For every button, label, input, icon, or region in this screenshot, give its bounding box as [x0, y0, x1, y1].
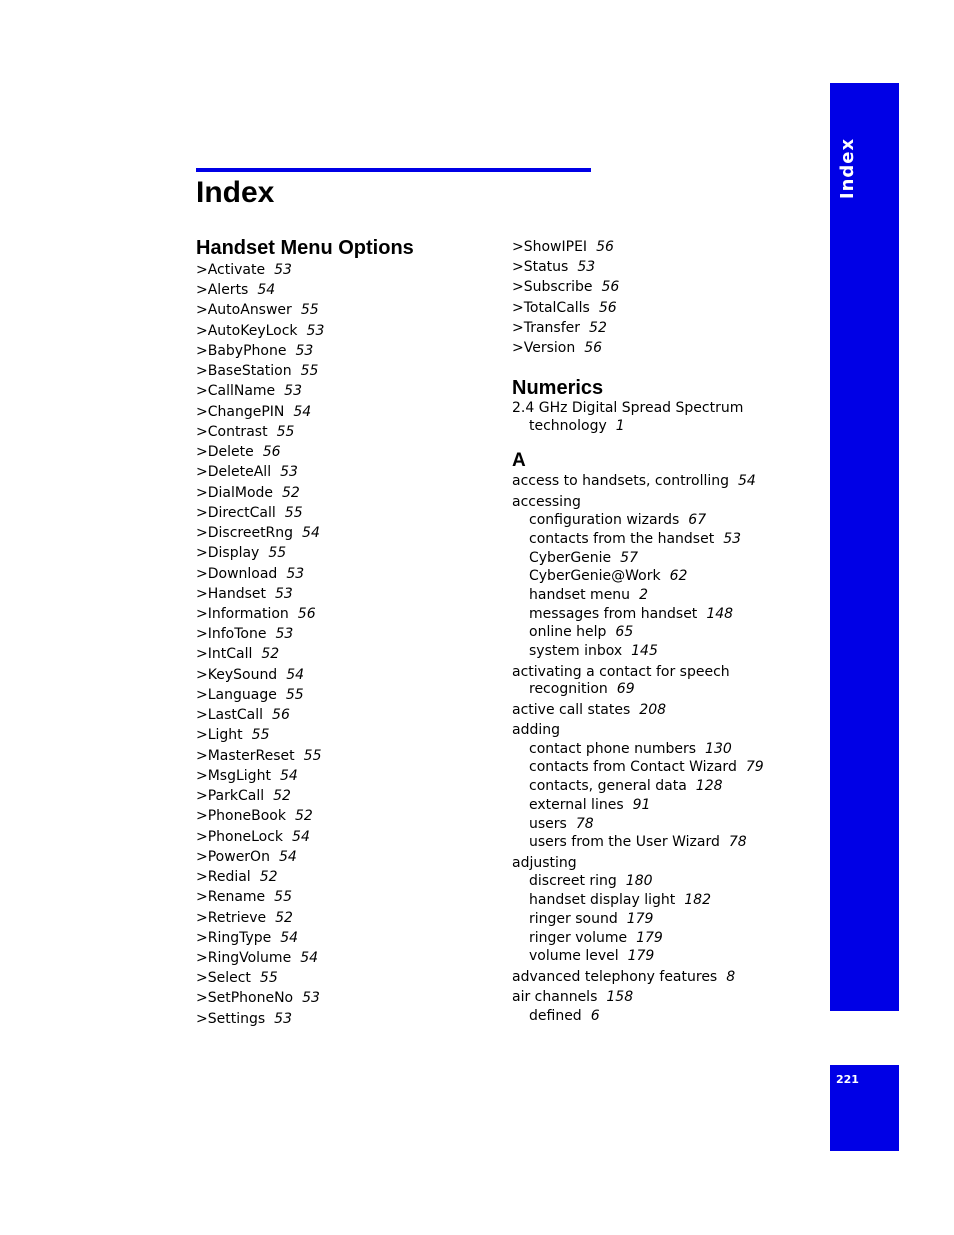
menu-option-item: >Download 53: [196, 565, 305, 582]
menu-option-item: >CallName 53: [196, 383, 302, 400]
menu-option-item: >Rename 55: [196, 889, 292, 906]
index-subentry: users 78: [529, 815, 594, 832]
adjusting-subentries: [512, 872, 812, 966]
menu-option-item: >PhoneLock 54: [196, 828, 310, 845]
menu-option-item: >DialMode 52: [196, 484, 300, 501]
menu-option-item: >DiscreetRng 54: [196, 525, 320, 542]
index-subentry: system inbox 145: [529, 643, 658, 660]
menu-option-item: >DeleteAll 53: [196, 464, 298, 481]
menu-option-item: >InfoTone 53: [196, 626, 294, 643]
index-subentry: contacts from the handset 53: [529, 530, 742, 547]
accessing-subentries: [512, 511, 812, 661]
index-subentry: handset display light 182: [529, 892, 711, 909]
menu-option-item: >Delete 56: [196, 444, 281, 461]
menu-option-item: >Language 55: [196, 686, 304, 703]
menu-option-item: >MsgLight 54: [196, 767, 298, 784]
menu-option-item: >IntCall 52: [196, 646, 280, 663]
menu-option-item: >Information 56: [196, 605, 316, 622]
menu-option-item: >PhoneBook 52: [196, 808, 313, 825]
index-entry-active-call-states: active call states 208: [512, 701, 667, 718]
menu-option-item: >BaseStation 55: [196, 363, 319, 380]
menu-option-item: >Version 56: [512, 339, 603, 356]
menu-option-item: >TotalCalls 56: [512, 299, 617, 316]
index-subentry: configuration wizards 67: [529, 512, 707, 529]
menu-option-item: >Contrast 55: [196, 423, 295, 440]
menu-option-item: >DirectCall 55: [196, 504, 303, 521]
index-subentry: external lines 91: [529, 796, 651, 813]
index-subentry: CyberGenie@Work 62: [529, 568, 688, 585]
side-tab: [830, 83, 899, 1011]
index-subentry: defined 6: [529, 1007, 600, 1024]
menu-option-item: >ChangePIN 54: [196, 403, 312, 420]
index-entry-adjusting: adjusting: [512, 854, 577, 871]
adding-subentries: [512, 740, 812, 852]
index-subentry: handset menu 2: [529, 586, 648, 603]
menu-option-item: >Select 55: [196, 970, 278, 987]
index-entry-accessing: accessing: [512, 493, 581, 510]
page-title: Index: [196, 176, 275, 209]
index-subentry: contacts from Contact Wizard 79: [529, 759, 764, 776]
menu-option-item: >RingType 54: [196, 929, 299, 946]
menu-option-item: >Settings 53: [196, 1010, 292, 1027]
air-channels-subentries: [512, 1007, 812, 1026]
menu-option-item: >LastCall 56: [196, 707, 290, 724]
index-subentry: ringer sound 179: [529, 910, 654, 927]
index-entry-activating: activating a contact for speech recognition 69: [512, 663, 730, 698]
menu-option-item: >Retrieve 52: [196, 909, 293, 926]
index-entry-air-channels: air channels 158: [512, 989, 634, 1006]
menu-option-item: >AutoKeyLock 53: [196, 322, 325, 339]
index-subentry: users from the User Wizard 78: [529, 834, 747, 851]
menu-option-item: >KeySound 54: [196, 666, 305, 683]
index-entry-adding: adding: [512, 722, 561, 739]
index-subentry: contact phone numbers 130: [529, 740, 732, 757]
left-column: [196, 236, 496, 1029]
right-column: [512, 237, 812, 1026]
menu-option-item: >Handset 53: [196, 585, 293, 602]
index-entry-advanced: advanced telephony features 8: [512, 968, 736, 985]
menu-option-item: >Activate 53: [196, 262, 292, 278]
index-subentry: online help 65: [529, 624, 634, 641]
menu-option-item: >Transfer 52: [512, 319, 607, 336]
index-subentry: contacts, general data 128: [529, 778, 723, 795]
handset-menu-list: [196, 260, 496, 1029]
menu-option-item: >BabyPhone 53: [196, 342, 314, 359]
menu-option-item: >ParkCall 52: [196, 788, 291, 805]
menu-option-item: >SetPhoneNo 53: [196, 990, 320, 1007]
numerics-entry: 2.4 GHz Digital Spread Spectrum technology 1: [512, 400, 744, 434]
index-subentry: volume level 179: [529, 948, 655, 965]
index-subentry: ringer volume 179: [529, 929, 663, 946]
handset-menu-heading: Handset Menu Options: [196, 237, 414, 259]
title-rule: [196, 168, 591, 172]
menu-option-item: >RingVolume 54: [196, 949, 319, 966]
numerics-heading: Numerics: [512, 377, 604, 400]
menu-option-item: >MasterReset 55: [196, 747, 322, 764]
handset-menu-list-continued: [512, 237, 812, 358]
menu-option-item: >Redial 52: [196, 869, 278, 886]
page-number: 221: [836, 1073, 859, 1086]
menu-option-item: >Status 53: [512, 259, 596, 276]
index-subentry: messages from handset 148: [529, 605, 734, 622]
menu-option-item: >Alerts 54: [196, 282, 276, 299]
menu-option-item: >PowerOn 54: [196, 848, 297, 865]
index-subentry: CyberGenie 57: [529, 549, 638, 566]
index-subentry: discreet ring 180: [529, 873, 653, 890]
index-entry-access: access to handsets, controlling 54: [512, 473, 756, 490]
menu-option-item: >Display 55: [196, 545, 287, 562]
side-tab-label: Index: [837, 137, 859, 199]
menu-option-item: >Light 55: [196, 727, 270, 744]
menu-option-item: >AutoAnswer 55: [196, 302, 319, 319]
menu-option-item: >Subscribe 56: [512, 279, 620, 296]
section-a-heading: A: [512, 450, 526, 472]
menu-option-item: >ShowIPEI 56: [512, 239, 614, 255]
